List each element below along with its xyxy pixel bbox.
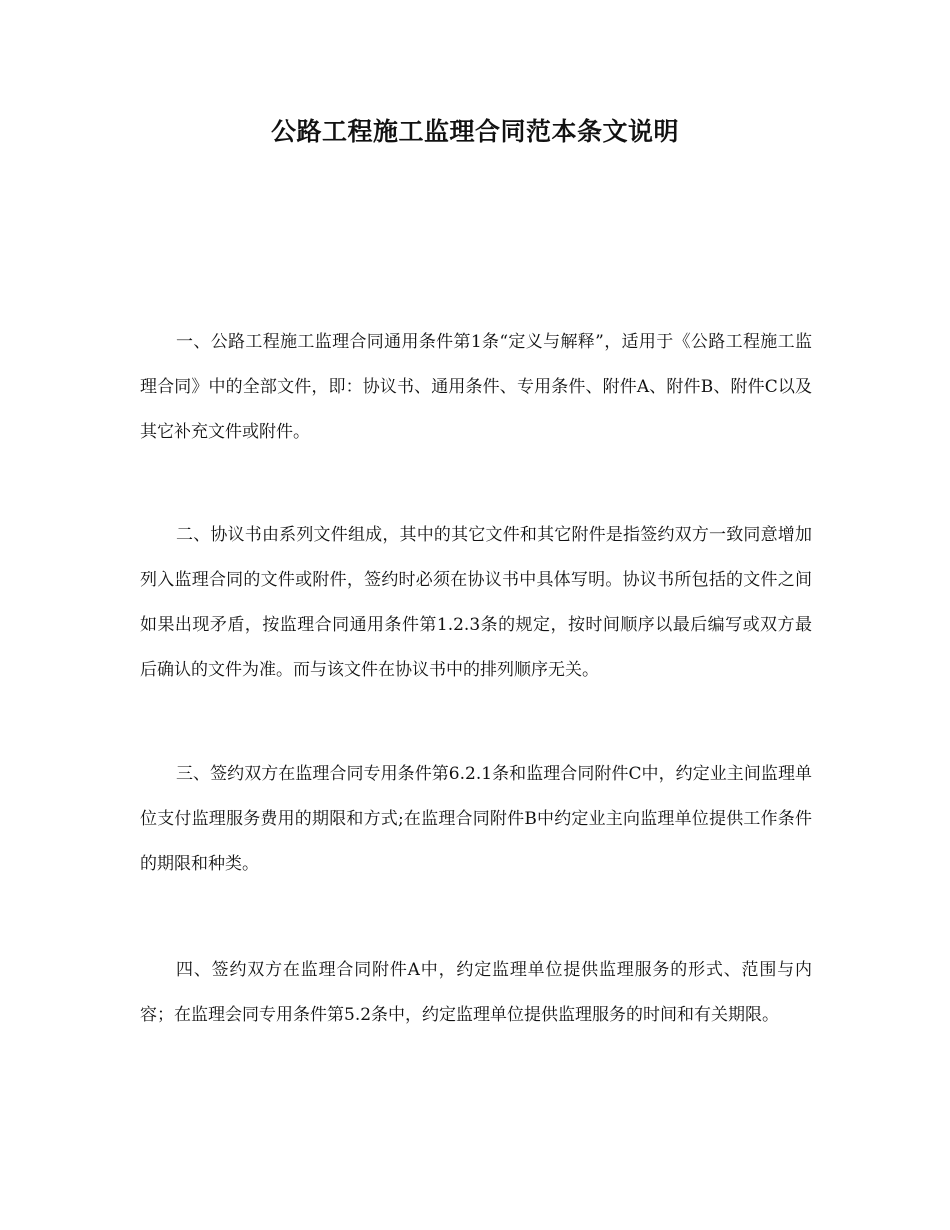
- page-title: 公路工程施工监理合同范本条文说明: [270, 117, 679, 146]
- paragraph-1: 一、公路工程施工监理合同通用条件第1条“定义与解释”，适用于《公路工程施工监理合同》中的全部文件，即：协议书、通用条件、专用条件、附件A、附件B、附件C以及其它补充文件或附件。: [140, 332, 812, 442]
- paragraph-4: 四、签约双方在监理合同附件A中，约定监理单位提供监理服务的形式、范围与内容；在监理会同专用条件第5.2条中，约定监理单位提供监理服务的时间和有关期限。: [140, 960, 812, 1025]
- paragraph-2: 二、协议书由系列文件组成，其中的其它文件和其它附件是指签约双方一致同意增加列入监理合同的文件或附件，签约时必须在协议书中具体写明。协议书所包括的文件之间如果出现矛盾，按监理合同通用条件第1.2.3条的规定，按时间顺序以最后编写或双方最后确认的文件为准。而与该文件在协议书中的排列顺序无关。: [140, 525, 812, 680]
- paragraph-3: 三、签约双方在监理合同专用条件第6.2.1条和监理合同附件C中，约定业主间监理单位支付监理服务费用的期限和方式;在监理合同附件B中约定业主向监理单位提供工作条件的期限和种类。: [140, 764, 812, 874]
